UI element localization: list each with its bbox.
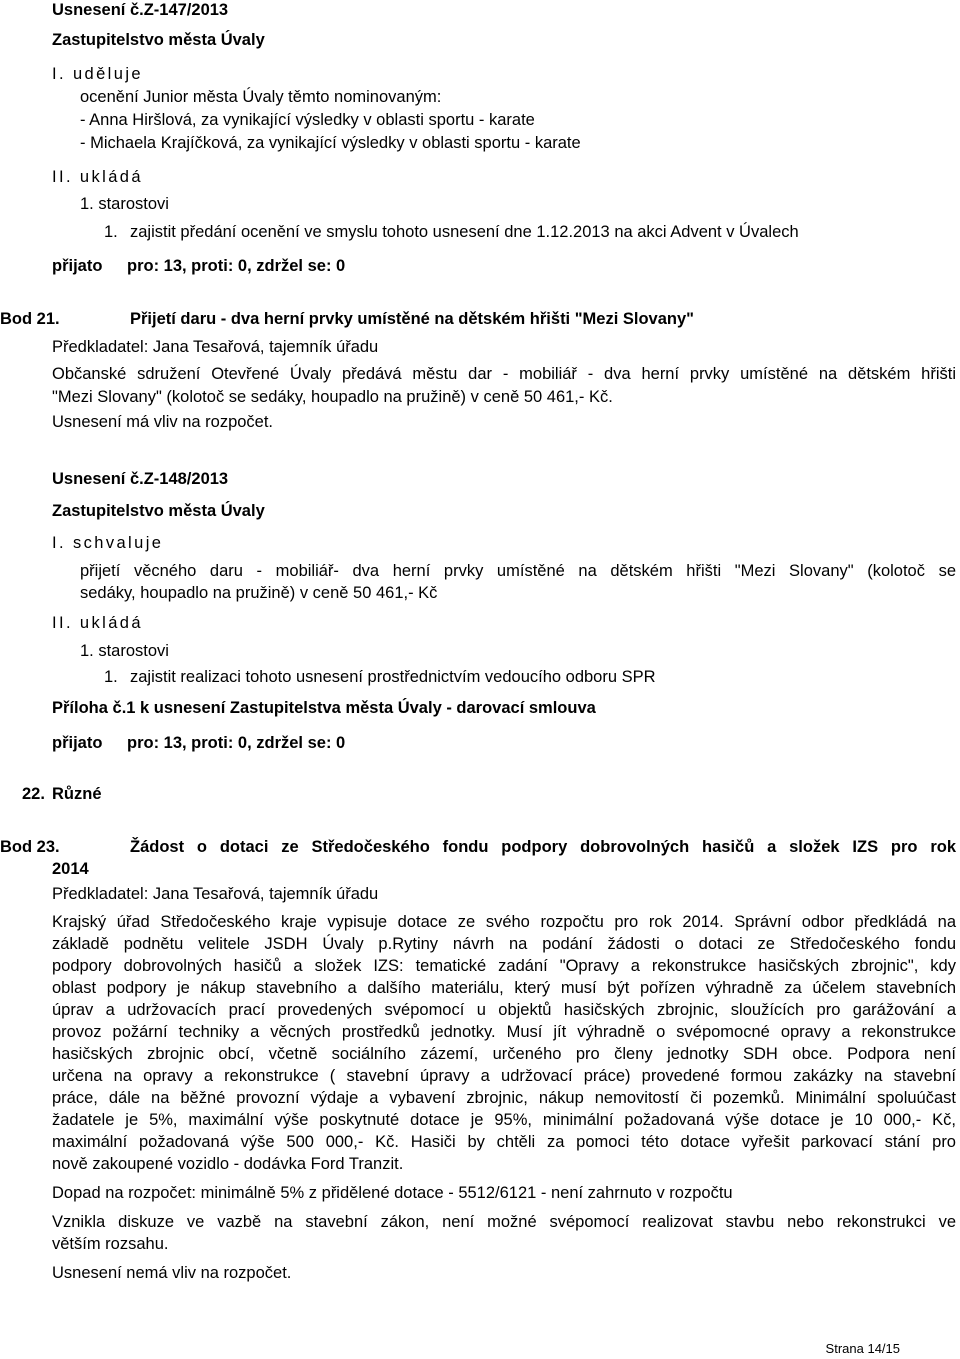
resolution-text: ocenění Junior města Úvaly těmto nominovaným: bbox=[80, 88, 442, 106]
resolution-point-label: I. schvaluje bbox=[52, 534, 164, 552]
list-item: - Michaela Krajíčková, za vynikající výsledky v oblasti sportu - karate bbox=[80, 134, 581, 152]
task-number: 1. bbox=[104, 223, 118, 241]
resolution-assignee: 1. starostovi bbox=[80, 642, 169, 660]
budget-note: Usnesení má vliv na rozpočet. bbox=[52, 413, 274, 431]
presenter: Předkladatel: Jana Tesařová, tajemník úřadu bbox=[52, 338, 379, 356]
paragraph-line: nově zakoupené vozidlo - dodávka Ford Tranzit. bbox=[52, 1155, 404, 1173]
resolution-title: Usnesení č.Z-147/2013 bbox=[52, 1, 229, 19]
agenda-section-number: 22. bbox=[22, 785, 45, 803]
resolution-text: přijetí věcného daru - mobiliář- dva herní prvky umístěné na dětském hřišti "Mezi Slovany" (kolotoč se bbox=[80, 562, 956, 580]
paragraph-line: provoz požární techniky a věcných prostředků jednotky. Musí jít výhradně o svépomocné opravy a rekonstrukce bbox=[52, 1023, 956, 1041]
resolution-text: sedáky, houpadlo na pružině) v ceně 50 461,- Kč bbox=[80, 584, 438, 602]
agenda-item-title-cont: 2014 bbox=[52, 860, 89, 878]
vote-result: pro: 13, proti: 0, zdržel se: 0 bbox=[127, 734, 346, 752]
attachment-note: Příloha č.1 k usnesení Zastupitelstva města Úvaly - darovací smlouva bbox=[52, 699, 596, 717]
paragraph-line: Krajský úřad Středočeského kraje vypisuje dotace ze svého rozpočtu pro rok 2014. Správní odbor předkládá na bbox=[52, 913, 956, 931]
budget-impact: Dopad na rozpočet: minimálně 5% z přidělené dotace - 5512/6121 - není zahrnuto v rozpočtu bbox=[52, 1184, 733, 1202]
page-number: Strana 14/15 bbox=[825, 1341, 900, 1356]
paragraph-line: oblast podpory je nákup stavebního a dalšího materiálu, který musí být pořízen výhradně za účelem stavebních bbox=[52, 979, 956, 997]
agenda-item-title: Žádost o dotaci ze Středočeského fondu podpory dobrovolných hasičů a složek IZS pro rok bbox=[130, 838, 956, 856]
paragraph-line: Vznikla diskuze ve vazbě na stavební zákon, není možné svépomocí realizovat stavbu nebo rekonstrukci ve bbox=[52, 1213, 956, 1231]
list-item: - Anna Hiršlová, za vynikající výsledky v oblasti sportu - karate bbox=[80, 111, 535, 129]
paragraph-line: základě podnětu velitele JSDH Úvaly p.Rytiny návrh na podání žádosti o dotaci ze Středočeského fondu bbox=[52, 935, 956, 953]
agenda-item-number: Bod 23. bbox=[0, 838, 60, 856]
agenda-item-title: Přijetí daru - dva herní prvky umístěné na dětském hřišti "Mezi Slovany" bbox=[130, 310, 694, 328]
task-text: zajistit realizaci tohoto usnesení prostřednictvím vedoucího odboru SPR bbox=[130, 668, 656, 686]
description-line: Občanské sdružení Otevřené Úvaly předává městu dar - mobiliář - dva herní prvky umístěné na dětském hřišti bbox=[52, 365, 956, 383]
vote-result: pro: 13, proti: 0, zdržel se: 0 bbox=[127, 257, 346, 275]
agenda-section-title: Různé bbox=[52, 785, 102, 803]
paragraph-line: podpory dobrovolných hasičů a složek IZS: tematické zadání "Opravy a rekonstrukce hasičských zbrojnic", kdy bbox=[52, 957, 956, 975]
paragraph-line: práce, dále na běžné provozní výdaje a vybavení zbrojnic, nákup nemovitostí či pozemků. Minimální spoluúčast bbox=[52, 1089, 956, 1107]
resolution-point-label: II. ukládá bbox=[52, 614, 143, 632]
paragraph-line: určena na opravy a rekonstrukce ( stavební úpravy a udržovací práce) provedené formou zakázky na stavební bbox=[52, 1067, 956, 1085]
resolution-point-label: II. ukládá bbox=[52, 168, 143, 186]
resolution-point-label: I. uděluje bbox=[52, 65, 143, 83]
task-text: zajistit předání ocenění ve smyslu tohoto usnesení dne 1.12.2013 na akci Advent v Úvalech bbox=[130, 223, 799, 241]
vote-result-word: přijato bbox=[52, 257, 103, 275]
resolution-body: Zastupitelstvo města Úvaly bbox=[52, 502, 265, 520]
paragraph-line: hasičských zbrojnic obcí, včetně sociálního zázemí, určeného pro členy jednotky SDH obce. Podpora není bbox=[52, 1045, 956, 1063]
presenter: Předkladatel: Jana Tesařová, tajemník úřadu bbox=[52, 885, 379, 903]
resolution-assignee: 1. starostovi bbox=[80, 195, 169, 213]
paragraph-line: žadatele je 5%, maximální výše poskytnuté dotace je 95%, minimální požadovaná výše dotace je 10 000,- Kč, bbox=[52, 1111, 956, 1129]
resolution-title: Usnesení č.Z-148/2013 bbox=[52, 470, 229, 488]
resolution-body: Zastupitelstvo města Úvaly bbox=[52, 31, 265, 49]
paragraph-line: maximální požadovaná výše 500 000,- Kč. Hasiči by chtěli za pomoci této dotace vyřešit parkovací stání pro bbox=[52, 1133, 956, 1151]
agenda-item-number: Bod 21. bbox=[0, 310, 60, 328]
task-number: 1. bbox=[104, 668, 118, 686]
description-line: "Mezi Slovany" (kolotoč se sedáky, houpadlo na pružině) v ceně 50 461,- Kč. bbox=[52, 388, 613, 406]
vote-result-word: přijato bbox=[52, 734, 103, 752]
paragraph-line: úprav a udržovacích prací provedených svépomocí u objektů hasičských zbrojnic, sloužících pro garážování a bbox=[52, 1001, 956, 1019]
paragraph-line: větším rozsahu. bbox=[52, 1235, 169, 1253]
budget-note: Usnesení nemá vliv na rozpočet. bbox=[52, 1264, 292, 1282]
